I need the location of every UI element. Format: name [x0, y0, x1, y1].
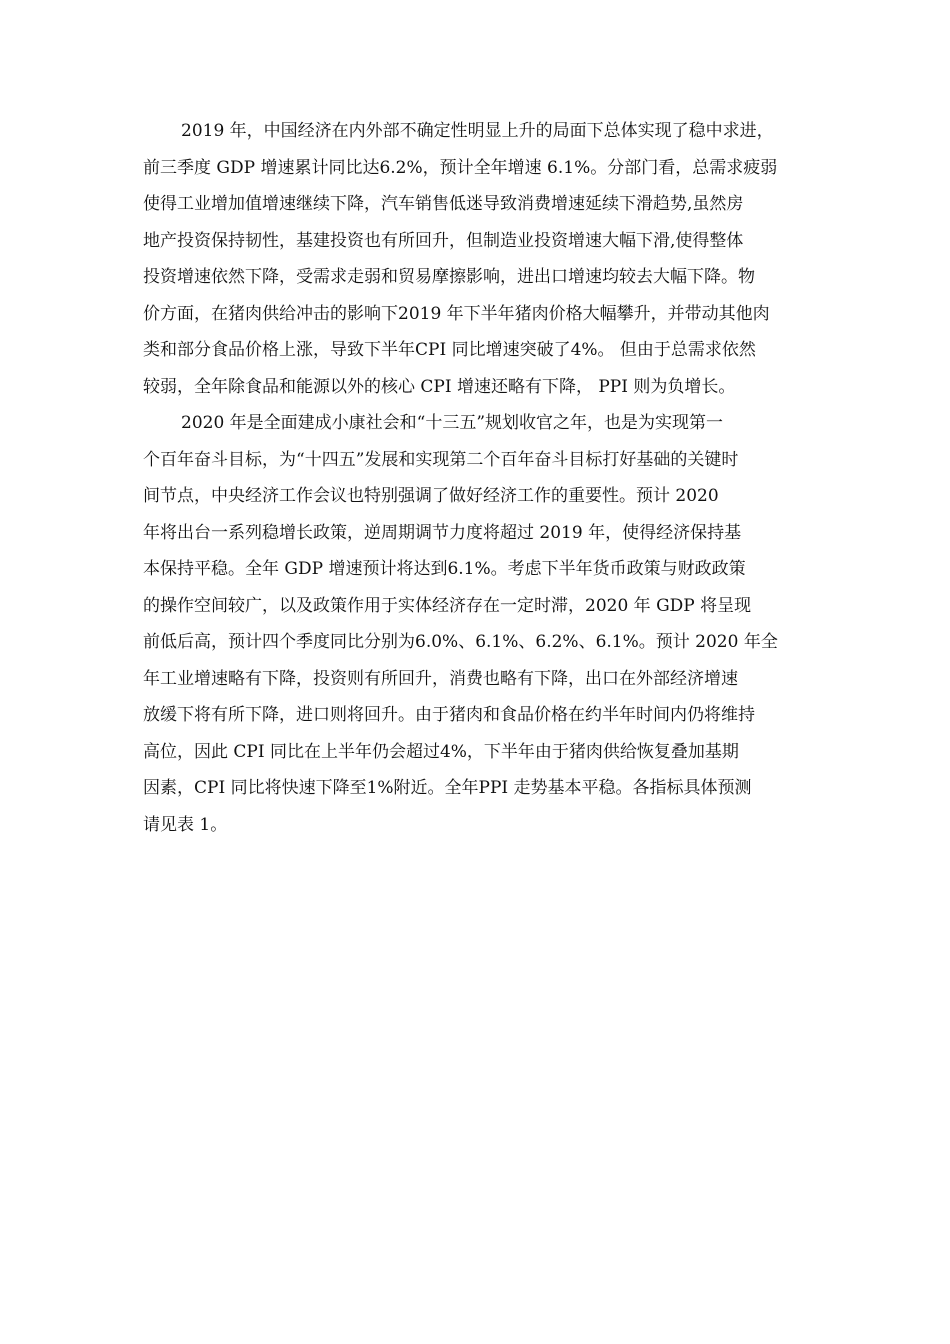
paragraph-2-line: 本保持平稳。全年 GDP 增速预计将达到6.1%。考虑下半年货币政策与财政政策: [143, 559, 746, 579]
paragraph-2-line: 间节点，中央经济工作会议也特别强调了做好经济工作的重要性。预计 2020: [143, 486, 719, 506]
paragraph-1-line: 使得工业增加值增速继续下降，汽车销售低迷导致消费增速延续下滑趋势,虽然房: [143, 194, 744, 214]
paragraph-2-line: 的操作空间较广，以及政策作用于实体经济存在一定时滞，2020 年 GDP 将呈现: [143, 595, 752, 616]
paragraph-1-line: 前三季度 GDP 增速累计同比达6.2%，预计全年增速 6.1%。分部门看，总需求疲弱: [143, 157, 778, 178]
paragraph-2-line: 个百年奋斗目标，为“十四五”发展和实现第二个百年奋斗目标打好基础的关键时: [143, 449, 739, 470]
paragraph-2-line: 因素，CPI 同比将快速下降至1%附近。全年PPI 走势基本平稳。各指标具体预测: [143, 778, 752, 798]
paragraph-2-line: 高位，因此 CPI 同比在上半年仍会超过4%，下半年由于猪肉供给恢复叠加基期: [143, 741, 739, 762]
paragraph-1: [143, 113, 843, 405]
paragraph-2: [143, 405, 843, 843]
paragraph-1-line: 类和部分食品价格上涨，导致下半年CPI 同比增速突破了4%。 但由于总需求依然: [143, 340, 756, 360]
paragraph-1-line: 价方面，在猪肉供给冲击的影响下2019 年下半年猪肉价格大幅攀升，并带动其他肉: [143, 303, 770, 324]
paragraph-2-line: 放缓下将有所下降，进口则将回升。由于猪肉和食品价格在约半年时间内仍将维持: [143, 705, 755, 725]
paragraph-2-line: 2020 年是全面建成小康社会和“十三五”规划收官之年，也是为实现第一: [181, 413, 724, 433]
paragraph-2-line: 年将出台一系列稳增长政策，逆周期调节力度将超过 2019 年，使得经济保持基: [143, 522, 742, 543]
paragraph-1-line: 投资增速依然下降，受需求走弱和贸易摩擦影响，进出口增速均较去大幅下降。物: [143, 267, 755, 287]
paragraph-1-line: 较弱，全年除食品和能源以外的核心 CPI 增速还略有下降， PPI 则为负增长。: [143, 376, 736, 397]
paragraph-2-line: 年工业增速略有下降，投资则有所回升，消费也略有下降，出口在外部经济增速: [143, 668, 738, 689]
paragraph-1-line: 地产投资保持韧性，基建投资也有所回升，但制造业投资增速大幅下滑,使得整体: [143, 230, 744, 251]
paragraph-1-line: 2019 年，中国经济在内外部不确定性明显上升的局面下总体实现了稳中求进，: [181, 121, 774, 141]
paragraph-2-line: 前低后高，预计四个季度同比分别为6.0%、6.1%、6.2%、6.1%。预计 2020 年全: [143, 632, 778, 652]
document-body: [143, 113, 843, 843]
paragraph-2-line: 请见表 1。: [143, 814, 228, 835]
